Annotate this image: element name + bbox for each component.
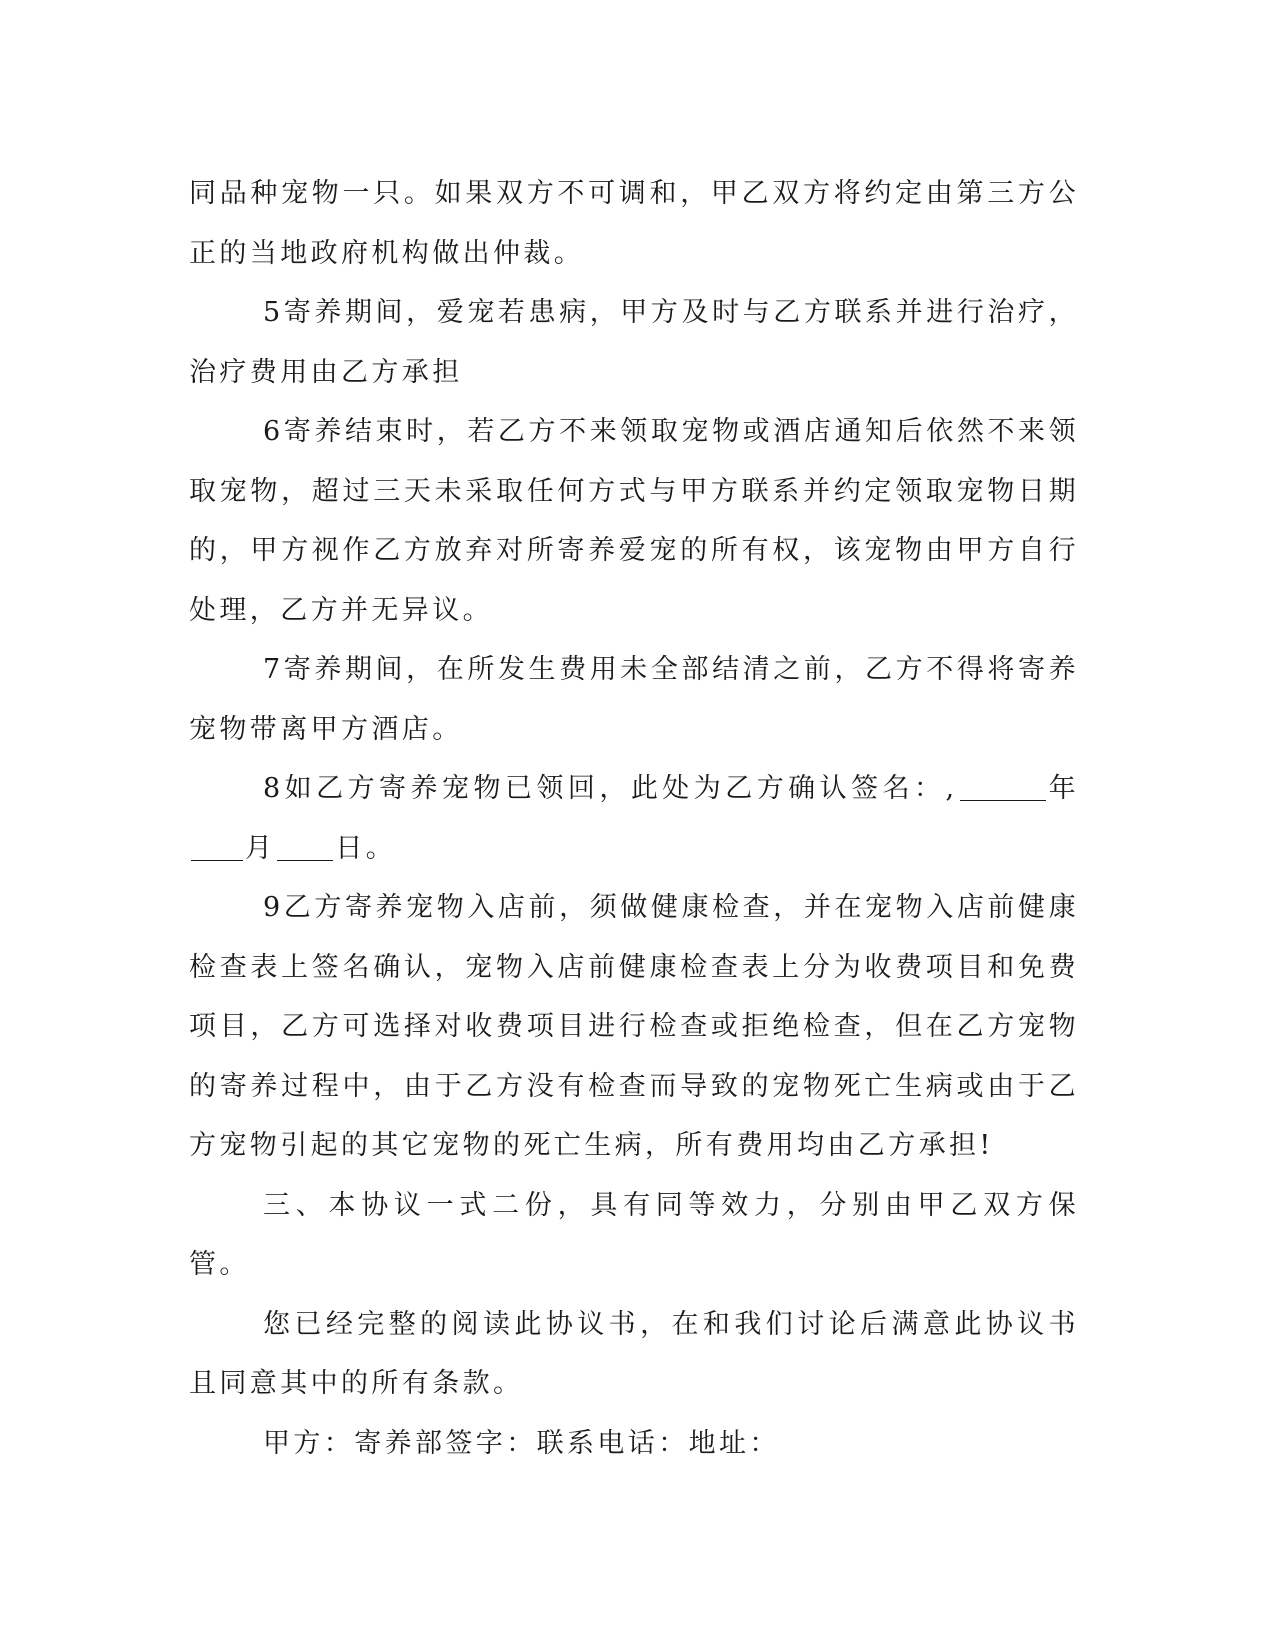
month-blank[interactable] <box>191 830 243 861</box>
month-label: 月 <box>245 832 276 864</box>
paragraph-continuation: 同品种宠物一只。如果双方不可调和，甲乙双方将约定由第三方公正的当地政府机构做出仲裁。 <box>189 178 1079 269</box>
paragraph-clause-5: 5寄养期间，爱宠若患病，甲方及时与乙方联系并进行治疗，治疗费用由乙方承担 <box>189 297 1079 388</box>
paragraph-section-3: 三、本协议一式二份，具有同等效力，分别由甲乙双方保管。 <box>189 1189 1079 1280</box>
clause-8-text: 8如乙方寄养宠物已领回，此处为乙方确认签名：, <box>263 773 958 804</box>
paragraph-clause-6: 6寄养结束时，若乙方不来领取宠物或酒店通知后依然不来领取宠物，超过三天未采取任何方式与甲方联系并约定领取宠物日期的，甲方视作乙方放弃对所寄养爱宠的所有权，该宠物由甲方自行处理，乙方并无异议。 <box>189 416 1079 626</box>
signature-blank[interactable] <box>960 770 1046 801</box>
day-blank[interactable] <box>277 830 333 861</box>
paragraph-clause-7: 7寄养期间，在所发生费用未全部结清之前，乙方不得将寄养宠物带离甲方酒店。 <box>189 654 1079 745</box>
paragraph-confirmation: 您已经完整的阅读此协议书，在和我们讨论后满意此协议书且同意其中的所有条款。 <box>189 1308 1079 1399</box>
year-label: 年 <box>1047 773 1079 804</box>
paragraph-clause-9: 9乙方寄养宠物入店前，须做健康检查，并在宠物入店前健康检查表上签名确认，宠物入店前健康检查表上分为收费项目和免费项目，乙方可选择对收费项目进行检查或拒绝检查，但在乙方宠物的寄养过程中，由于乙方没有检查而导致的宠物死亡生病或由于乙方宠物引起的其它宠物的死亡生病，所有费用均由乙方承担! <box>189 892 1079 1161</box>
paragraph-party-a-signature: 甲方：寄养部签字：联系电话：地址： <box>263 1427 780 1459</box>
document-page <box>189 164 1079 1473</box>
day-label: 日。 <box>335 832 397 864</box>
paragraph-clause-8 <box>189 759 1079 878</box>
